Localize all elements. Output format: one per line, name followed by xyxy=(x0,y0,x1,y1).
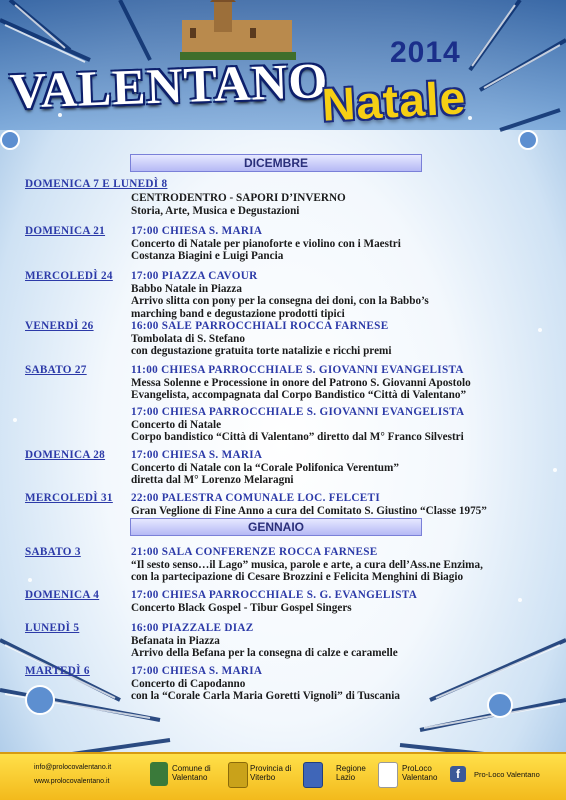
event-line: Corpo bandistico “Città di Valentano” diretto dal M° Franco Silvestri xyxy=(131,431,464,444)
event-line: Concerto Black Gospel - Tibur Gospel Singers xyxy=(131,601,352,614)
event-day: VENERDÌ 26 xyxy=(25,320,94,332)
event-day: SABATO 27 xyxy=(25,364,87,376)
event-line: marching band e degustazione prodotti tipici xyxy=(131,307,345,320)
month-banner-january: GENNAIO xyxy=(130,518,422,536)
event-line: con degustazione gratuita torte natalizie e ricchi premi xyxy=(131,345,392,358)
footer-regione: Regione Lazio xyxy=(336,764,366,782)
footer-comune: Comune di Valentano xyxy=(172,764,211,782)
christmas-ornament xyxy=(1,131,537,717)
event-line: Concerto di Capodanno xyxy=(131,677,246,690)
event-line: con la partecipazione di Cesare Brozzini e Felicita Menghini di Biagio xyxy=(131,571,464,584)
header-title: VALENTANO xyxy=(9,51,330,119)
event-line: Gran Veglione di Fine Anno a cura del Comitato S. Giustino “Classe 1975” xyxy=(131,504,487,517)
event-day: DOMENICA 28 xyxy=(25,449,106,461)
comune-crest-icon xyxy=(150,762,168,786)
event-day: MERCOLEDÌ 31 xyxy=(25,492,113,504)
event-line: Evangelista, accompagnata dal Corpo Bandistico “Città di Valentano” xyxy=(131,389,467,402)
event-slot: 11:00 CHIESA PARROCCHIALE S. GIOVANNI EVANGELISTA xyxy=(131,364,464,376)
event-line: Befanata in Piazza xyxy=(131,634,220,647)
event-line: Concerto di Natale per pianoforte e violino con i Maestri xyxy=(131,237,401,250)
event-slot: 21:00 SALA CONFERENZE ROCCA FARNESE xyxy=(131,546,378,558)
event-day: MARTEDÌ 6 xyxy=(25,665,90,677)
event-line: Tombolata di S. Stefano xyxy=(131,332,245,345)
event-day: DOMENICA 21 xyxy=(25,225,106,237)
event-line: Storia, Arte, Musica e Degustazioni xyxy=(131,204,300,217)
event-line: Babbo Natale in Piazza xyxy=(131,282,242,295)
event-line: Arrivo slitta con pony per la consegna dei doni, con la Babbo’s xyxy=(131,295,429,308)
event-line: Concerto di Natale con la “Corale Polifonica Verentum” xyxy=(131,461,399,474)
event-day: DOMENICA 7 E LUNEDÌ 8 xyxy=(25,178,168,190)
footer-proloco: ProLoco Valentano xyxy=(402,764,438,782)
event-line: Messa Solenne e Processione in onore del Patrono S. Giovanni Apostolo xyxy=(131,376,471,389)
event-slot: 17:00 CHIESA PARROCCHIALE S. GIOVANNI EVANGELISTA xyxy=(131,406,465,418)
footer-website[interactable]: www.prolocovalentano.it xyxy=(34,778,110,785)
facebook-icon[interactable]: f xyxy=(450,766,466,782)
event-line: Costanza Biagini e Luigi Pancia xyxy=(131,250,284,263)
event-slot: 17:00 CHIESA PARROCCHIALE S. G. EVANGELISTA xyxy=(131,589,418,601)
provincia-crest-icon xyxy=(228,762,248,788)
header-year: 2014 xyxy=(390,36,461,69)
event-line: Concerto di Natale xyxy=(131,418,222,431)
event-slot: 17:00 CHIESA S. MARIA xyxy=(131,449,263,461)
footer-provincia: Provincia di Viterbo xyxy=(250,764,292,782)
event-day: SABATO 3 xyxy=(25,546,81,558)
header-subtitle: Natale xyxy=(320,71,468,131)
event-day: DOMENICA 4 xyxy=(25,589,100,601)
event-slot: 16:00 SALE PARROCCHIALI ROCCA FARNESE xyxy=(131,320,389,332)
event-line: “Il sesto senso…il Lago” musica, parole e arte, a cura dell’Ass.ne Enzima, xyxy=(131,558,483,571)
event-slot: 17:00 CHIESA S. MARIA xyxy=(131,665,263,677)
month-banner-december: DICEMBRE xyxy=(130,154,422,172)
event-slot: 17:00 PIAZZA CAVOUR xyxy=(131,270,258,282)
event-slot: 22:00 PALESTRA COMUNALE LOC. FELCETI xyxy=(131,492,380,504)
event-line: Arrivo della Befana per la consegna di calze e caramelle xyxy=(131,647,398,660)
event-slot: 16:00 PIAZZALE DIAZ xyxy=(131,622,254,634)
footer-bar xyxy=(0,752,566,800)
footer-facebook[interactable]: Pro-Loco Valentano xyxy=(474,770,540,779)
event-line: CENTRODENTRO - SAPORI D’INVERNO xyxy=(131,192,346,204)
regione-crest-icon xyxy=(303,762,323,788)
event-day: LUNEDÌ 5 xyxy=(25,622,80,634)
event-slot: 17:00 CHIESA S. MARIA xyxy=(131,225,263,237)
event-day: MERCOLEDÌ 24 xyxy=(25,270,113,282)
event-line: diretta dal M° Lorenzo Melaragni xyxy=(131,474,294,487)
event-line: con la “Corale Carla Maria Goretti Vignoli” di Tuscania xyxy=(131,690,400,703)
footer-email[interactable]: info@prolocovalentano.it xyxy=(34,764,112,771)
proloco-logo-icon xyxy=(378,762,398,788)
